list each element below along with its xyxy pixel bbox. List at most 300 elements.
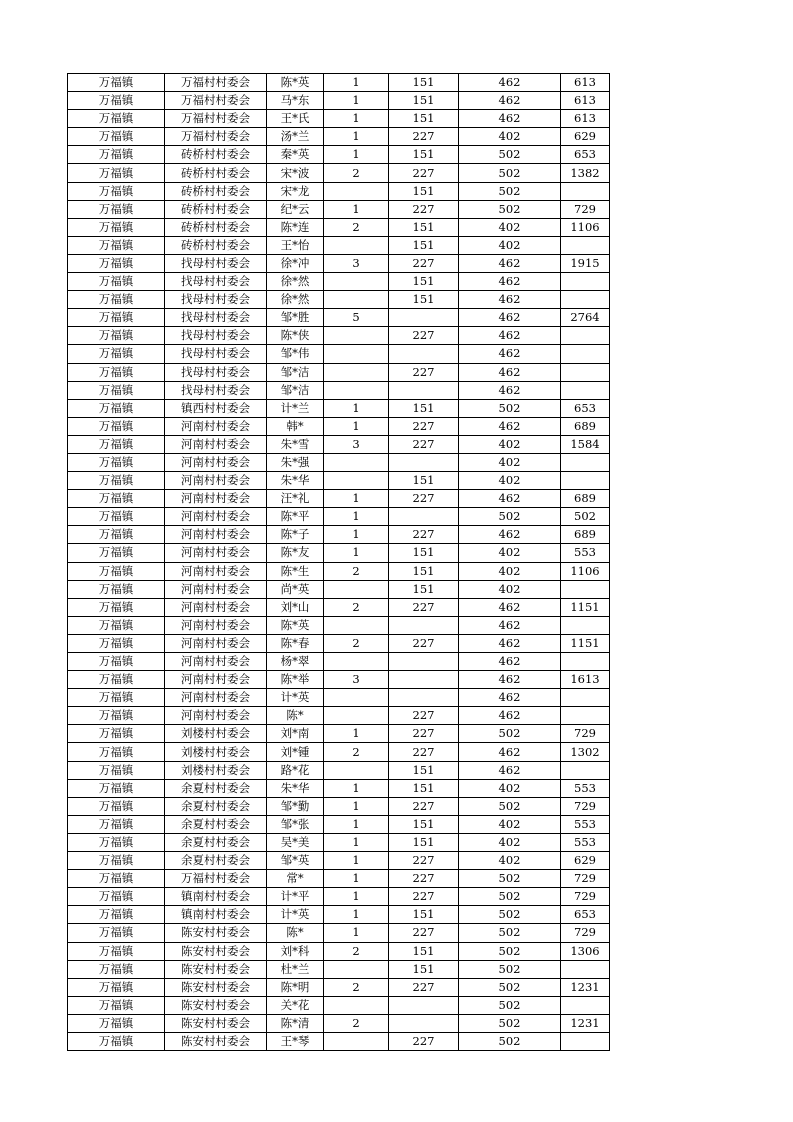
name-cell: 徐*然 [267,291,324,309]
village-committee-cell: 余夏村村委会 [165,797,267,815]
town-cell: 万福镇 [68,906,165,924]
amount-a-cell: 227 [389,526,459,544]
town-cell: 万福镇 [68,743,165,761]
amount-a-cell: 227 [389,634,459,652]
amount-b-cell: 402 [459,236,561,254]
town-cell: 万福镇 [68,508,165,526]
name-cell: 刘*科 [267,942,324,960]
amount-b-cell: 462 [459,309,561,327]
amount-b-cell: 462 [459,345,561,363]
total-cell [561,273,610,291]
amount-b-cell: 402 [459,833,561,851]
village-committee-cell: 砖桥村村委会 [165,146,267,164]
amount-a-cell [389,616,459,634]
name-cell: 朱*华 [267,472,324,490]
total-cell [561,960,610,978]
village-committee-cell: 河南村村委会 [165,689,267,707]
amount-b-cell: 462 [459,363,561,381]
amount-a-cell: 227 [389,870,459,888]
count-cell: 1 [324,74,389,92]
table-row [68,399,610,417]
amount-a-cell: 151 [389,960,459,978]
town-cell: 万福镇 [68,417,165,435]
village-committee-cell: 万福村村委会 [165,128,267,146]
total-cell [561,996,610,1014]
amount-b-cell: 502 [459,1014,561,1032]
amount-b-cell: 402 [459,218,561,236]
amount-a-cell: 151 [389,92,459,110]
count-cell: 1 [324,508,389,526]
town-cell: 万福镇 [68,942,165,960]
total-cell: 653 [561,906,610,924]
amount-b-cell: 462 [459,707,561,725]
town-cell: 万福镇 [68,291,165,309]
count-cell: 5 [324,309,389,327]
table-row [68,74,610,92]
amount-b-cell: 462 [459,381,561,399]
amount-a-cell: 227 [389,1032,459,1050]
village-committee-cell: 河南村村委会 [165,634,267,652]
count-cell: 2 [324,942,389,960]
total-cell: 613 [561,92,610,110]
amount-b-cell: 502 [459,146,561,164]
village-committee-cell: 砖桥村村委会 [165,218,267,236]
town-cell: 万福镇 [68,200,165,218]
town-cell: 万福镇 [68,526,165,544]
name-cell: 徐*冲 [267,254,324,272]
village-committee-cell: 陈安村村委会 [165,942,267,960]
town-cell: 万福镇 [68,182,165,200]
town-cell: 万福镇 [68,725,165,743]
village-committee-cell: 余夏村村委会 [165,779,267,797]
table-row [68,345,610,363]
town-cell: 万福镇 [68,363,165,381]
amount-a-cell: 227 [389,417,459,435]
total-cell: 729 [561,797,610,815]
total-cell: 1302 [561,743,610,761]
amount-b-cell: 462 [459,616,561,634]
name-cell: 邹*张 [267,815,324,833]
town-cell: 万福镇 [68,309,165,327]
town-cell: 万福镇 [68,779,165,797]
total-cell: 1106 [561,218,610,236]
village-committee-cell: 刘楼村村委会 [165,743,267,761]
amount-b-cell: 502 [459,399,561,417]
amount-a-cell: 151 [389,942,459,960]
total-cell [561,327,610,345]
village-committee-cell: 刘楼村村委会 [165,725,267,743]
data-table [67,73,610,1051]
total-cell: 729 [561,924,610,942]
count-cell: 1 [324,200,389,218]
amount-a-cell [389,653,459,671]
amount-a-cell: 151 [389,399,459,417]
village-committee-cell: 砖桥村村委会 [165,200,267,218]
amount-b-cell: 462 [459,417,561,435]
amount-a-cell: 227 [389,924,459,942]
village-committee-cell: 河南村村委会 [165,526,267,544]
village-committee-cell: 镇南村村委会 [165,888,267,906]
total-cell: 502 [561,508,610,526]
name-cell: 计*英 [267,689,324,707]
name-cell: 陈*连 [267,218,324,236]
total-cell: 1231 [561,978,610,996]
amount-a-cell: 151 [389,74,459,92]
town-cell: 万福镇 [68,92,165,110]
town-cell: 万福镇 [68,562,165,580]
count-cell [324,291,389,309]
amount-b-cell: 502 [459,942,561,960]
amount-b-cell: 402 [459,544,561,562]
table-row [68,92,610,110]
name-cell: 汪*礼 [267,490,324,508]
village-committee-cell: 河南村村委会 [165,671,267,689]
amount-a-cell: 151 [389,182,459,200]
count-cell: 1 [324,870,389,888]
name-cell: 陈*子 [267,526,324,544]
town-cell: 万福镇 [68,146,165,164]
total-cell: 1382 [561,164,610,182]
total-cell: 729 [561,870,610,888]
count-cell [324,363,389,381]
amount-a-cell: 227 [389,852,459,870]
name-cell: 宋*龙 [267,182,324,200]
total-cell: 729 [561,725,610,743]
table-row [68,653,610,671]
name-cell: 常* [267,870,324,888]
table-row [68,435,610,453]
amount-a-cell: 227 [389,978,459,996]
name-cell: 邹*英 [267,852,324,870]
name-cell: 徐*然 [267,273,324,291]
amount-a-cell: 227 [389,725,459,743]
total-cell [561,345,610,363]
village-committee-cell: 余夏村村委会 [165,852,267,870]
amount-a-cell [389,381,459,399]
amount-b-cell: 462 [459,74,561,92]
name-cell: 韩* [267,417,324,435]
amount-a-cell: 151 [389,146,459,164]
town-cell: 万福镇 [68,616,165,634]
table-row [68,707,610,725]
table-row [68,490,610,508]
village-committee-cell: 刘楼村村委会 [165,761,267,779]
total-cell: 629 [561,128,610,146]
town-cell: 万福镇 [68,707,165,725]
amount-b-cell: 462 [459,254,561,272]
count-cell: 3 [324,254,389,272]
table-row [68,924,610,942]
town-cell: 万福镇 [68,815,165,833]
total-cell: 553 [561,779,610,797]
name-cell: 陈*英 [267,616,324,634]
village-committee-cell: 砖桥村村委会 [165,236,267,254]
town-cell: 万福镇 [68,472,165,490]
town-cell: 万福镇 [68,164,165,182]
amount-a-cell: 151 [389,906,459,924]
table-row [68,725,610,743]
total-cell [561,381,610,399]
total-cell: 1306 [561,942,610,960]
town-cell: 万福镇 [68,580,165,598]
amount-a-cell: 151 [389,833,459,851]
village-committee-cell: 河南村村委会 [165,472,267,490]
amount-b-cell: 402 [459,472,561,490]
amount-a-cell: 227 [389,327,459,345]
name-cell: 刘*山 [267,598,324,616]
village-committee-cell: 万福村村委会 [165,74,267,92]
amount-b-cell: 502 [459,164,561,182]
count-cell [324,616,389,634]
name-cell: 朱*雪 [267,435,324,453]
table-row [68,182,610,200]
total-cell: 653 [561,399,610,417]
table-row [68,128,610,146]
name-cell: 邹*洁 [267,363,324,381]
amount-b-cell: 502 [459,1032,561,1050]
name-cell: 马*东 [267,92,324,110]
total-cell: 553 [561,544,610,562]
town-cell: 万福镇 [68,236,165,254]
amount-a-cell: 151 [389,761,459,779]
town-cell: 万福镇 [68,852,165,870]
table-row [68,888,610,906]
amount-b-cell: 462 [459,526,561,544]
town-cell: 万福镇 [68,254,165,272]
total-cell [561,707,610,725]
village-committee-cell: 万福村村委会 [165,110,267,128]
name-cell: 关*花 [267,996,324,1014]
name-cell: 王*怡 [267,236,324,254]
table-row [68,689,610,707]
amount-b-cell: 462 [459,761,561,779]
amount-a-cell: 227 [389,707,459,725]
total-cell: 1151 [561,598,610,616]
count-cell [324,1032,389,1050]
town-cell: 万福镇 [68,598,165,616]
count-cell: 2 [324,634,389,652]
amount-b-cell: 402 [459,128,561,146]
village-committee-cell: 河南村村委会 [165,417,267,435]
name-cell: 朱*强 [267,453,324,471]
amount-a-cell: 227 [389,598,459,616]
count-cell [324,689,389,707]
amount-a-cell: 151 [389,218,459,236]
table-row [68,815,610,833]
village-committee-cell: 砖桥村村委会 [165,164,267,182]
total-cell: 729 [561,888,610,906]
amount-b-cell: 402 [459,562,561,580]
village-committee-cell: 河南村村委会 [165,544,267,562]
table-row [68,960,610,978]
table-row [68,254,610,272]
name-cell: 朱*华 [267,779,324,797]
count-cell: 1 [324,526,389,544]
village-committee-cell: 找母村村委会 [165,363,267,381]
name-cell: 计*英 [267,906,324,924]
amount-b-cell: 502 [459,978,561,996]
amount-a-cell [389,345,459,363]
village-committee-cell: 河南村村委会 [165,435,267,453]
name-cell: 吴*美 [267,833,324,851]
total-cell [561,236,610,254]
town-cell: 万福镇 [68,797,165,815]
amount-a-cell: 151 [389,544,459,562]
table-row [68,218,610,236]
count-cell [324,472,389,490]
village-committee-cell: 万福村村委会 [165,870,267,888]
town-cell: 万福镇 [68,924,165,942]
town-cell: 万福镇 [68,110,165,128]
village-committee-cell: 河南村村委会 [165,490,267,508]
town-cell: 万福镇 [68,74,165,92]
amount-b-cell: 462 [459,689,561,707]
amount-a-cell: 227 [389,435,459,453]
name-cell: 纪*云 [267,200,324,218]
amount-b-cell: 462 [459,327,561,345]
amount-b-cell: 502 [459,888,561,906]
amount-a-cell: 151 [389,273,459,291]
village-committee-cell: 找母村村委会 [165,327,267,345]
total-cell: 1915 [561,254,610,272]
amount-a-cell: 151 [389,291,459,309]
count-cell: 1 [324,888,389,906]
count-cell: 1 [324,110,389,128]
total-cell: 613 [561,110,610,128]
village-committee-cell: 陈安村村委会 [165,924,267,942]
town-cell: 万福镇 [68,634,165,652]
count-cell: 1 [324,725,389,743]
amount-b-cell: 502 [459,797,561,815]
village-committee-cell: 万福村村委会 [165,92,267,110]
total-cell: 689 [561,526,610,544]
amount-b-cell: 462 [459,273,561,291]
town-cell: 万福镇 [68,689,165,707]
amount-a-cell: 227 [389,743,459,761]
total-cell: 613 [561,74,610,92]
amount-a-cell [389,1014,459,1032]
count-cell [324,996,389,1014]
table-row [68,381,610,399]
name-cell: 杜*兰 [267,960,324,978]
table-row [68,508,610,526]
table-row [68,942,610,960]
table-row [68,634,610,652]
total-cell [561,689,610,707]
total-cell: 689 [561,417,610,435]
amount-b-cell: 502 [459,960,561,978]
name-cell: 陈*春 [267,634,324,652]
amount-a-cell [389,309,459,327]
amount-b-cell: 462 [459,671,561,689]
table-row [68,200,610,218]
total-cell [561,1032,610,1050]
town-cell: 万福镇 [68,273,165,291]
name-cell: 刘*南 [267,725,324,743]
count-cell: 2 [324,164,389,182]
count-cell: 3 [324,435,389,453]
count-cell: 1 [324,490,389,508]
name-cell: 邹*洁 [267,381,324,399]
table-row [68,146,610,164]
amount-b-cell: 502 [459,508,561,526]
total-cell: 553 [561,833,610,851]
amount-b-cell: 462 [459,634,561,652]
amount-a-cell: 227 [389,128,459,146]
town-cell: 万福镇 [68,327,165,345]
count-cell: 1 [324,852,389,870]
count-cell: 2 [324,218,389,236]
village-committee-cell: 河南村村委会 [165,598,267,616]
amount-a-cell [389,508,459,526]
name-cell: 计*兰 [267,399,324,417]
name-cell: 王*氏 [267,110,324,128]
table-row [68,671,610,689]
amount-b-cell: 462 [459,110,561,128]
village-committee-cell: 河南村村委会 [165,707,267,725]
village-committee-cell: 河南村村委会 [165,616,267,634]
table-row [68,309,610,327]
total-cell: 653 [561,146,610,164]
count-cell: 2 [324,743,389,761]
table-row [68,236,610,254]
amount-a-cell: 151 [389,562,459,580]
amount-b-cell: 502 [459,182,561,200]
count-cell: 1 [324,146,389,164]
count-cell: 1 [324,128,389,146]
count-cell [324,327,389,345]
village-committee-cell: 余夏村村委会 [165,815,267,833]
count-cell: 1 [324,779,389,797]
amount-a-cell: 151 [389,472,459,490]
table-row [68,453,610,471]
count-cell [324,345,389,363]
town-cell: 万福镇 [68,490,165,508]
table-row [68,598,610,616]
table-row [68,417,610,435]
town-cell: 万福镇 [68,544,165,562]
village-committee-cell: 陈安村村委会 [165,1014,267,1032]
count-cell: 1 [324,924,389,942]
count-cell [324,381,389,399]
table-row [68,110,610,128]
count-cell: 2 [324,978,389,996]
village-committee-cell: 砖桥村村委会 [165,182,267,200]
table-row [68,870,610,888]
count-cell [324,273,389,291]
count-cell: 2 [324,562,389,580]
total-cell: 729 [561,200,610,218]
village-committee-cell: 找母村村委会 [165,291,267,309]
amount-a-cell: 151 [389,110,459,128]
total-cell [561,653,610,671]
amount-b-cell: 402 [459,852,561,870]
total-cell [561,472,610,490]
total-cell [561,182,610,200]
total-cell: 2764 [561,309,610,327]
town-cell: 万福镇 [68,960,165,978]
table-row [68,164,610,182]
town-cell: 万福镇 [68,435,165,453]
count-cell [324,761,389,779]
total-cell [561,580,610,598]
total-cell: 553 [561,815,610,833]
town-cell: 万福镇 [68,345,165,363]
amount-b-cell: 402 [459,453,561,471]
village-committee-cell: 河南村村委会 [165,562,267,580]
count-cell: 2 [324,1014,389,1032]
town-cell: 万福镇 [68,996,165,1014]
